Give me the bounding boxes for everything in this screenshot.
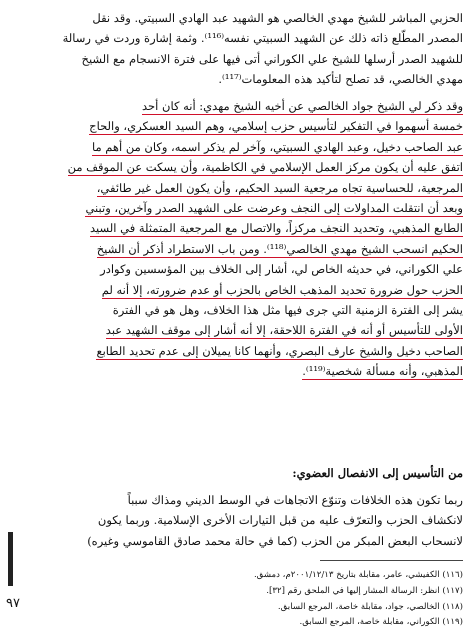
paragraph-2 (10, 96, 463, 381)
paragraph-1 (10, 8, 463, 90)
paragraph-1-line: المصدر المطّلع ذاته ذلك عن الشهيد السبيتي نفسه⁽¹¹⁶⁾. وثمة إشارة وردت في رسالة (62, 31, 463, 46)
highlight-underline: اتفق عليه أن يكون مركز العمل الإسلامي في الكاظمية، وأن يسكت عن الموقف من (67, 160, 463, 175)
paragraph-2-line: علي الكوراني، في حديثه الخاص لي، أشار إلى الخلاف بين المؤسسين وكوادر (100, 262, 463, 277)
highlight-underline: الحكيم انسحب الشيخ مهدي الخالصي⁽¹¹⁸⁾. ومن باب الاستطراد أذكر أن الشيخ (96, 241, 463, 256)
page-number: ٩٧ (6, 596, 20, 611)
section-paragraph (10, 490, 463, 551)
highlight-underline: المذهبي، وأنه مسألة شخصية⁽¹¹⁹⁾. (302, 364, 463, 379)
paragraph-2-line (10, 280, 463, 300)
highlight-underline: الأولى للتأسيس أو أنه في الفترة اللاحقة، إلا أنه أشار إلى موقف الشهيد عبد (105, 323, 463, 338)
highlight-underline: وقد ذكر لي الشيخ جواد الخالصي عن أخيه الشيخ مهدي: أنه كان أحد (142, 99, 463, 113)
paragraph-1-line: مهدي الخالصي، قد تصلح لتأكيد هذه المعلومات⁽¹¹⁷⁾. (218, 72, 463, 87)
paragraph-2-line (10, 137, 463, 157)
paragraph-2-line (10, 239, 463, 259)
highlight-underline: الحزب حول ضرورة تحديد المذهب الخاص بالحزب أو عدم ضرورته، إلا أنه لم (101, 282, 463, 297)
paragraph-2-line (10, 116, 463, 136)
paragraph-2-line (10, 320, 463, 340)
paragraph-2-line: يشر إلى الفترة الزمنية التي جرى فيها مثل هذا الخلاف، وهل هو في الفترة (112, 302, 463, 317)
highlight-underline: الطابع المذهبي، وتحديد النجف مركزاً، والاتصال مع المرجعية المتمثلة في السيد (90, 221, 463, 236)
footnote: (١١٨) الخالصي، جواد، مقابلة خاصة، المرجع السابق. (277, 601, 463, 612)
footnote: (١١٧) انظر: الرسالة المشار إليها في الملحق رقم [٣٢]. (266, 585, 463, 596)
section-heading: من التأسيس إلى الانفصال العضوي: (292, 466, 463, 480)
section-paragraph-line: ربما تكون هذه الخلافات وتنوّع الاتجاهات في الوسط الديني ومذاك سبباً (127, 493, 463, 507)
paragraph-1-line: للشهيد الصدر أرسلها للشيخ علي الكوراني أتى فيها على فترة الانسجام مع الشيخ (81, 51, 463, 66)
paragraph-2-line (10, 178, 463, 198)
highlight-underline: الصاحب دخيل والشيخ عارف البصري، وأنهما كانا يميلان إلى عدم تحديد الطابع (96, 343, 463, 358)
paragraph-2-line (10, 96, 463, 116)
footnote: (١١٩) الكوراني، مقابلة خاصة، المرجع السابق. (299, 617, 463, 628)
footnote: (١١٦) الكفيشي، عامر، مقابلة بتاريخ ٢٠٠١/١٢/١٣م، دمشق. (253, 570, 463, 580)
highlight-underline: عبد الصاحب دخيل، وعبد الهادي السبيتي، وآخر لم يذكر اسمه، وكان من أهم ما (91, 139, 463, 154)
footnote-divider (320, 560, 463, 561)
section-paragraph-line: لانسحاب البعض المبكر من الحزب (كما في حالة محمد صادق القاموسي وغيره) (87, 533, 463, 548)
paragraph-1-line: الحزبي المباشر للشيخ مهدي الخالصي هو الشهيد عبد الهادي السبيتي. وقد نقل (92, 11, 463, 25)
highlight-underline: خمسة أسهموا في التفكير لتأسيس حزب إسلامي، وهم السيد العسكري، والحاج (89, 119, 463, 134)
highlight-underline: المرجعية، للحساسية تجاه مرجعية السيد الحكيم، وأن يكون العمل غير طائفي، (96, 180, 463, 195)
section-paragraph-line: لانكشاف الحزب والتعرّف عليه من قبل التيارات الأخرى الإسلامية. وربما يكون (97, 513, 463, 528)
paragraph-2-line (10, 157, 463, 177)
paragraph-2-line (10, 361, 463, 381)
footnotes (10, 568, 463, 631)
highlight-underline: وبعد أن انتقلت المداولات إلى النجف وعرضت على الشهيد الصدر وآخرين، وتبني (85, 200, 463, 215)
paragraph-2-line (10, 218, 463, 238)
paragraph-2-line (10, 341, 463, 361)
paragraph-2-line (10, 198, 463, 218)
